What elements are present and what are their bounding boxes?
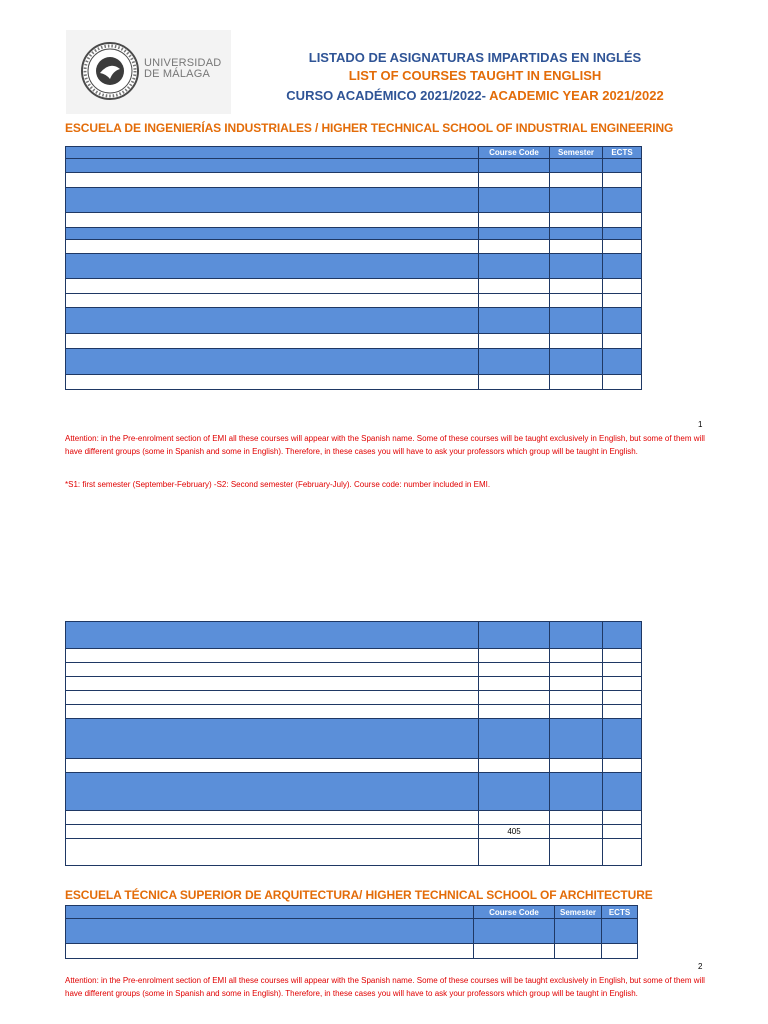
table-row xyxy=(66,825,642,839)
table-row xyxy=(66,839,642,866)
table-row xyxy=(66,188,642,213)
university-logo xyxy=(66,30,231,114)
table-row xyxy=(66,228,642,240)
school-heading-industrial: ESCUELA DE INGENIERÍAS INDUSTRIALES / HIGHER TECHNICAL SCHOOL OF INDUSTRIAL ENGINEERING xyxy=(65,121,674,135)
table-row xyxy=(66,677,642,691)
school-heading-architecture: ESCUELA TÉCNICA SUPERIOR DE ARQUITECTURA/ HIGHER TECHNICAL SCHOOL OF ARCHITECTURE xyxy=(65,888,653,902)
table-row xyxy=(66,375,642,390)
table-row xyxy=(66,759,642,773)
academic-year: CURSO ACADÉMICO 2021/2022- ACADEMIC YEAR 2021/2022 xyxy=(286,88,664,103)
table-row xyxy=(66,919,638,944)
table-row xyxy=(66,663,642,677)
table-row xyxy=(66,159,642,173)
header-ects: ECTS xyxy=(602,906,638,919)
attention-note: Attention: in the Pre-enrolment section of EMI all these courses will appear with the Spanish name. Some of these courses will be taught exclusively in English, but some of them will have different groups (some in Spanish and some in English). Therefore, in these cases you will have to ask your professors which group will be taught in English. xyxy=(65,976,705,998)
table-header-row xyxy=(66,147,642,159)
table-row xyxy=(66,649,642,663)
table-row xyxy=(66,294,642,308)
table-row xyxy=(66,349,642,375)
header-ects: ECTS xyxy=(603,147,642,159)
table-row xyxy=(66,240,642,254)
university-seal-icon xyxy=(80,41,140,101)
header-course-name xyxy=(66,147,479,159)
courses-table-continued xyxy=(65,621,642,866)
table-row xyxy=(66,811,642,825)
page-title-es: LISTADO DE ASIGNATURAS IMPARTIDAS EN INGLÉS xyxy=(308,50,642,65)
page-number: 2 xyxy=(698,962,703,971)
page-title-en: LIST OF COURSES TAUGHT IN ENGLISH xyxy=(348,68,602,83)
courses-table-industrial xyxy=(65,146,642,390)
table-row xyxy=(66,308,642,334)
table-row xyxy=(66,719,642,759)
table-row xyxy=(66,944,638,959)
table-row xyxy=(66,691,642,705)
table-row xyxy=(66,705,642,719)
university-name: UNIVERSIDAD DE MÁLAGA xyxy=(144,57,222,80)
page-number: 1 xyxy=(698,420,703,429)
table-header-row xyxy=(66,906,638,919)
table-row xyxy=(66,254,642,279)
header-semester: Semester xyxy=(550,147,603,159)
table-row xyxy=(66,213,642,228)
courses-table-architecture xyxy=(65,905,638,959)
header-course-code: Course Code xyxy=(479,147,550,159)
table-row xyxy=(66,279,642,294)
table-row xyxy=(66,622,642,649)
header-course-code: Course Code xyxy=(474,906,555,919)
course-code-cell: 405 xyxy=(479,825,550,839)
table-row xyxy=(66,334,642,349)
header-course-name xyxy=(66,906,474,919)
table-row xyxy=(66,173,642,188)
table-row xyxy=(66,773,642,811)
attention-note: Attention: in the Pre-enrolment section of EMI all these courses will appear with the Spanish name. Some of these courses will be taught exclusively in English, but some of them will have different groups (some in Spanish and some in English). Therefore, in these cases you will have to ask your professors which group will be taught in English. xyxy=(65,434,705,456)
semester-note: *S1: first semester (September-February) -S2: Second semester (February-July). Course code: number included in EMI. xyxy=(65,480,491,489)
header-semester: Semester xyxy=(555,906,602,919)
